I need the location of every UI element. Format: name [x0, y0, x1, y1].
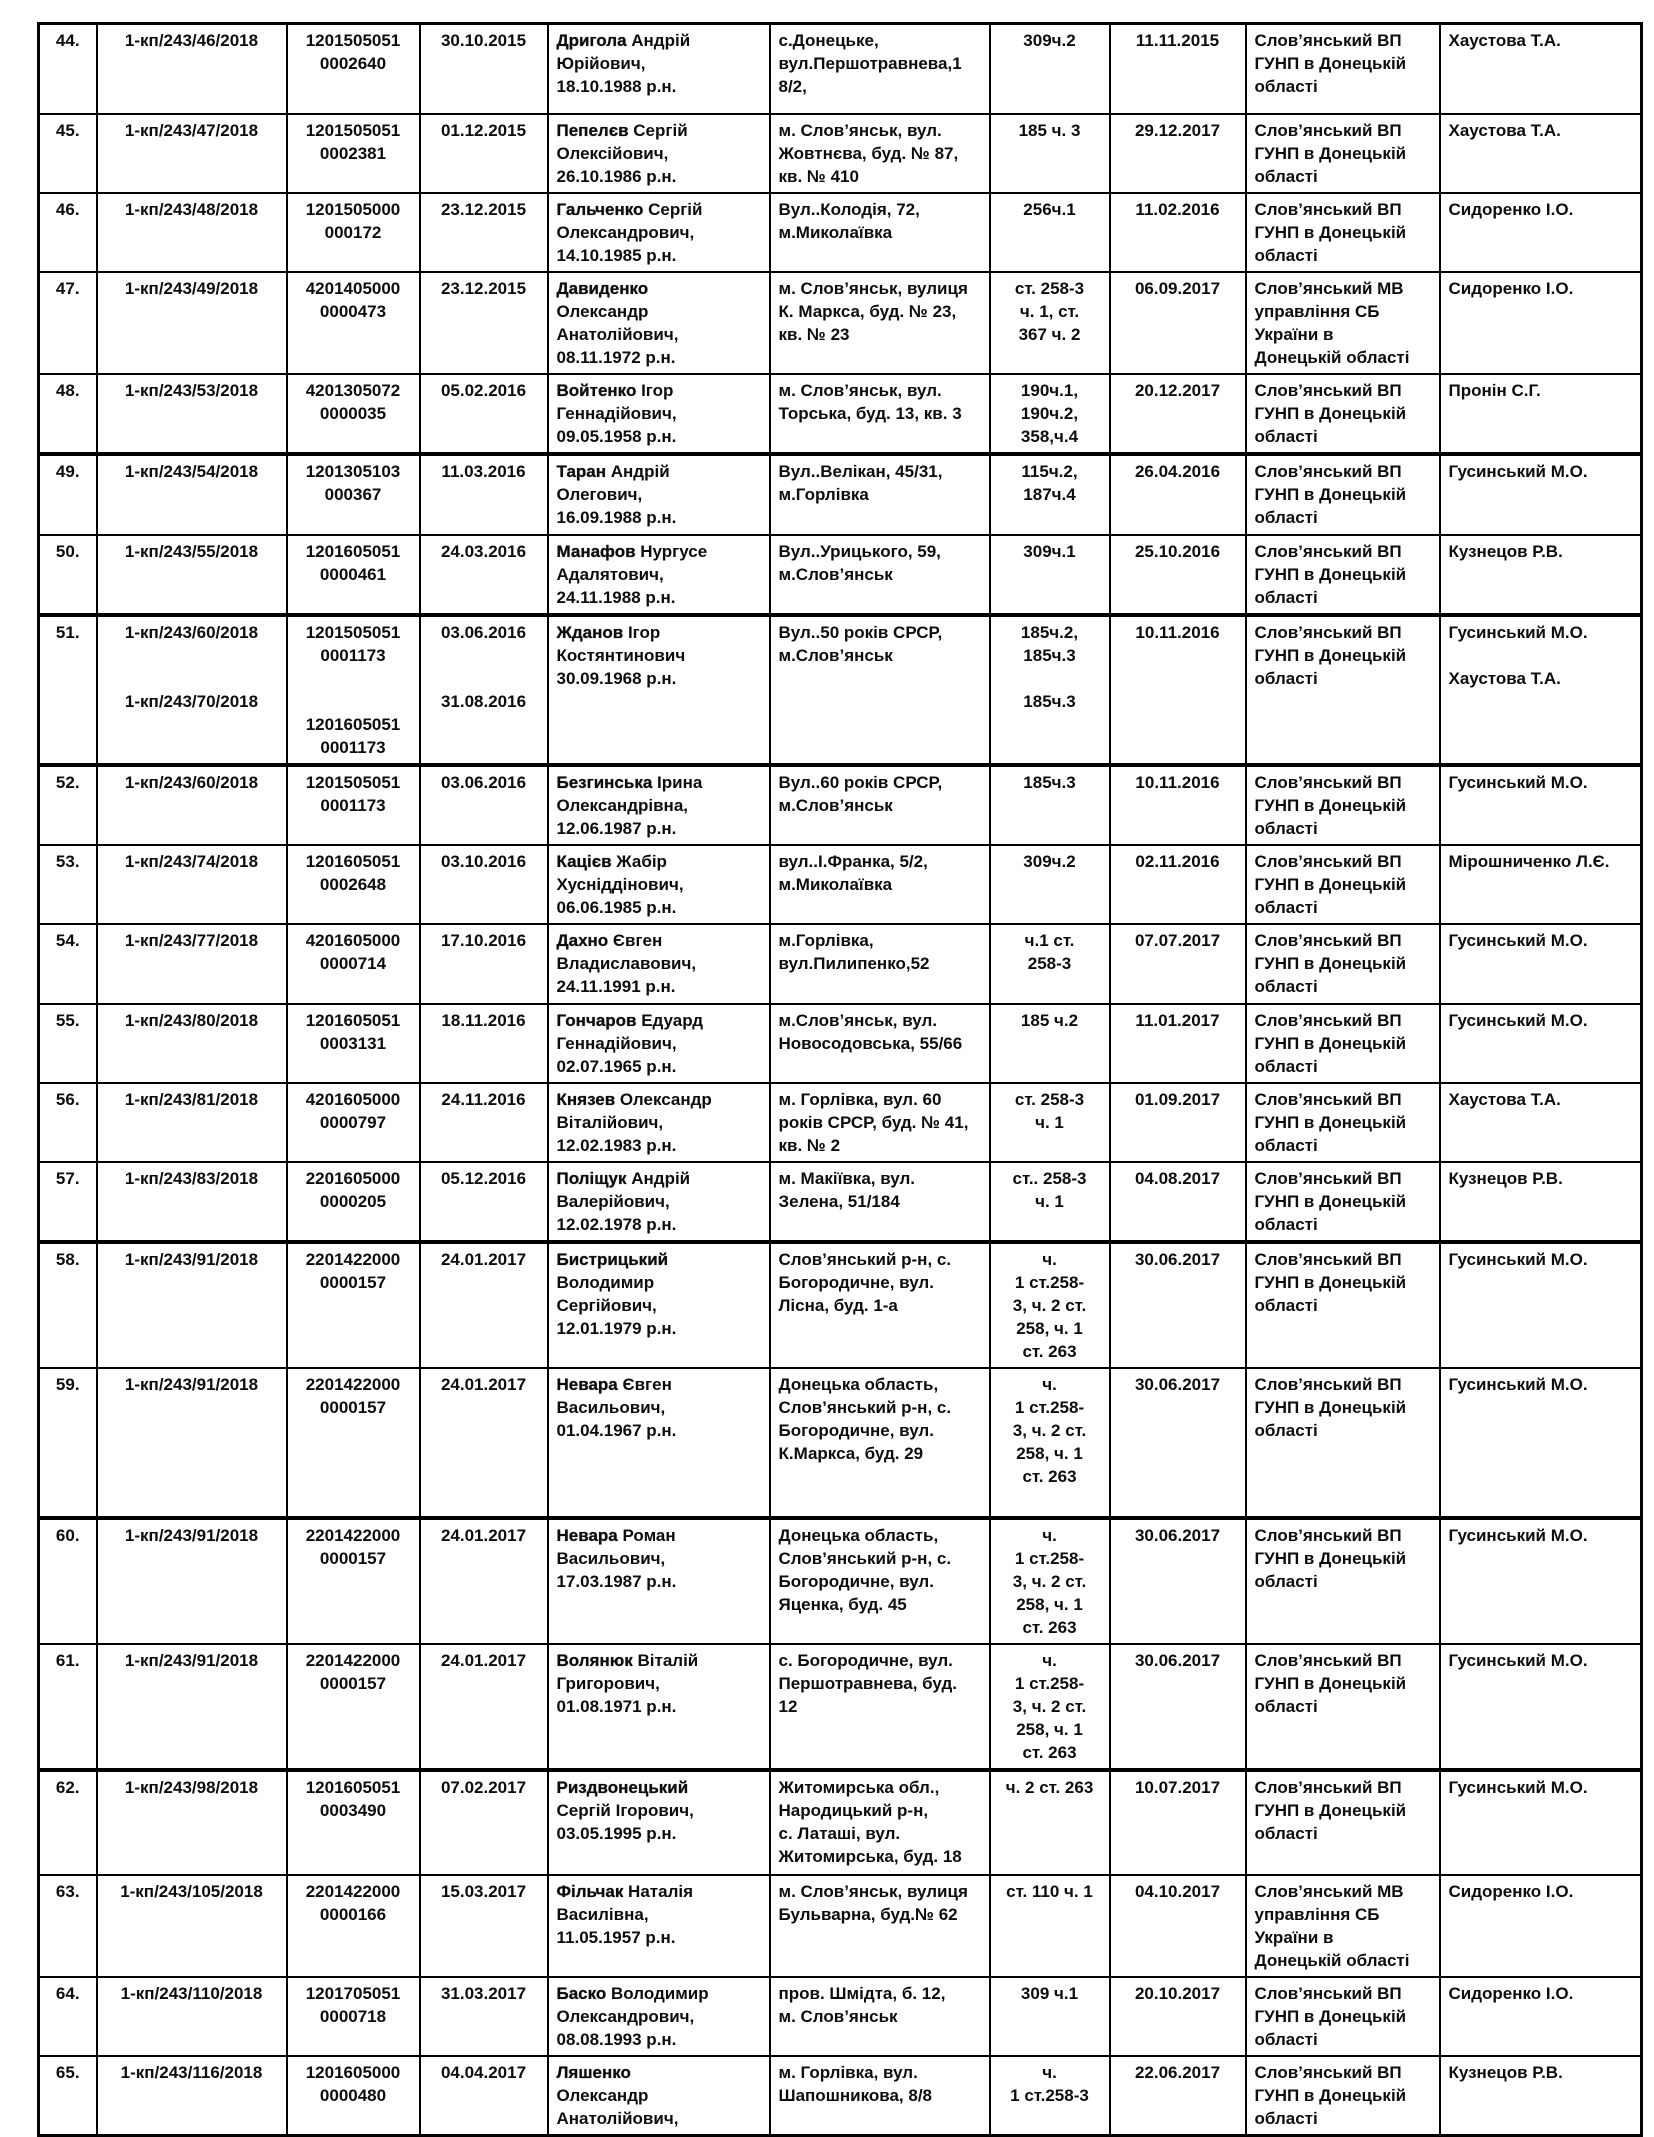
person-surname: Невара: [556, 1525, 618, 1545]
cell-authority: Слов’янський ВП ГУНП в Донецькій області: [1246, 845, 1440, 924]
cell-judge: Кузнецов Р.В.: [1440, 535, 1642, 615]
cell-authority: Слов’янський ВП ГУНП в Донецькій області: [1246, 535, 1440, 615]
cell-case-number: 1-кп/243/46/2018: [97, 24, 287, 114]
cell-case-number: 1-кп/243/110/2018: [97, 1977, 287, 2056]
cell-date-opened: 23.12.2015: [420, 193, 548, 272]
table-row: [39, 454, 1642, 535]
cell-authority: Слов’янський ВП ГУНП в Донецькій області: [1246, 1770, 1440, 1875]
cell-judge: Гусинський М.О.: [1440, 1518, 1642, 1644]
court-cases-table-body: [39, 24, 1642, 2136]
person-surname: Дригола: [556, 31, 627, 50]
cell-judge: Гусинський М.О.: [1440, 1644, 1642, 1770]
cell-article: ст. 258-3 ч. 1, ст. 367 ч. 2: [990, 272, 1110, 374]
cell-number: 51.: [39, 615, 97, 765]
cell-case-number: 1-кп/243/60/2018 1-кп/243/70/2018: [97, 615, 287, 765]
cell-number: 45.: [39, 114, 97, 193]
table-row: [39, 1644, 1642, 1770]
cell-address: м.Слов’янськ, вул. Новосодовська, 55/66: [770, 1004, 990, 1083]
cell-authority: Слов’янський ВП ГУНП в Донецькій області: [1246, 374, 1440, 454]
cell-date-decided: 30.06.2017: [1110, 1368, 1246, 1518]
cell-case-number: 1-кп/243/83/2018: [97, 1162, 287, 1242]
cell-reg-number: 1201605051 0003490: [287, 1770, 420, 1875]
cell-authority: Слов’янський ВП ГУНП в Донецькій області: [1246, 615, 1440, 765]
cell-date-decided: 25.10.2016: [1110, 535, 1246, 615]
cell-authority: Слов’янський ВП ГУНП в Донецькій області: [1246, 2056, 1440, 2136]
cell-person-name: Давиденко Олександр Анатолійович, 08.11.1972 р.н.: [548, 272, 770, 374]
cell-case-number: 1-кп/243/53/2018: [97, 374, 287, 454]
cell-case-number: 1-кп/243/81/2018: [97, 1083, 287, 1162]
cell-person-name: Кацієв Жабір Хусніддінович, 06.06.1985 р.н.: [548, 845, 770, 924]
cell-date-decided: 30.06.2017: [1110, 1242, 1246, 1368]
cell-date-opened: 24.01.2017: [420, 1242, 548, 1368]
cell-address: м. Слов’янськ, вулиця К. Маркса, буд. № 23, кв. № 23: [770, 272, 990, 374]
cell-judge: Гусинський М.О.: [1440, 1004, 1642, 1083]
table-row: [39, 1083, 1642, 1162]
cell-address: Вул..Велікан, 45/31, м.Горлівка: [770, 454, 990, 535]
cell-reg-number: 1201505051 0001173 1201605051 0001173: [287, 615, 420, 765]
person-surname: Безгинська: [556, 772, 653, 792]
cell-case-number: 1-кп/243/49/2018: [97, 272, 287, 374]
cell-address: Вул..Урицького, 59, м.Слов’янськ: [770, 535, 990, 615]
cell-number: 50.: [39, 535, 97, 615]
cell-article: 185ч.2, 185ч.3 185ч.3: [990, 615, 1110, 765]
cell-reg-number: 2201422000 0000166: [287, 1875, 420, 1977]
cell-person-name: Фільчак Наталія Василівна, 11.05.1957 р.н.: [548, 1875, 770, 1977]
person-surname: Таран: [556, 461, 607, 481]
person-surname: Ляшенко: [556, 2062, 631, 2082]
cell-address: Житомирська обл., Народицький р-н, с. Латаші, вул. Житомирська, буд. 18: [770, 1770, 990, 1875]
cell-case-number: 1-кп/243/105/2018: [97, 1875, 287, 1977]
cell-number: 54.: [39, 924, 97, 1004]
cell-article: ч. 1 ст.258- 3, ч. 2 ст. 258, ч. 1 ст. 263: [990, 1368, 1110, 1518]
cell-article: ст.. 258-3 ч. 1: [990, 1162, 1110, 1242]
cell-person-name: Гальченко Сергій Олександрович, 14.10.1985 р.н.: [548, 193, 770, 272]
cell-person-name: Бистрицький Володимир Сергійович, 12.01.1979 р.н.: [548, 1242, 770, 1368]
cell-reg-number: 1201505051 0001173: [287, 765, 420, 845]
cell-case-number: 1-кп/243/54/2018: [97, 454, 287, 535]
cell-address: м. Макіївка, вул. Зелена, 51/184: [770, 1162, 990, 1242]
cell-reg-number: 2201422000 0000157: [287, 1242, 420, 1368]
cell-judge: Сидоренко І.О.: [1440, 1977, 1642, 2056]
person-surname: Баско: [556, 1983, 607, 2003]
cell-reg-number: 1201605051 0000461: [287, 535, 420, 615]
cell-authority: Слов’янський ВП ГУНП в Донецькій області: [1246, 24, 1440, 114]
cell-date-opened: 05.02.2016: [420, 374, 548, 454]
cell-judge: Кузнецов Р.В.: [1440, 1162, 1642, 1242]
cell-article: 309 ч.1: [990, 1977, 1110, 2056]
cell-date-opened: 05.12.2016: [420, 1162, 548, 1242]
cell-address: Вул..Колодія, 72, м.Миколаївка: [770, 193, 990, 272]
cell-address: Вул..60 років СРСР, м.Слов’янськ: [770, 765, 990, 845]
cell-reg-number: 1201505051 0002381: [287, 114, 420, 193]
cell-authority: Слов’янський ВП ГУНП в Донецькій області: [1246, 1518, 1440, 1644]
cell-reg-number: 4201405000 0000473: [287, 272, 420, 374]
table-row: [39, 1162, 1642, 1242]
cell-article: 190ч.1, 190ч.2, 358,ч.4: [990, 374, 1110, 454]
cell-address: м. Горлівка, вул. 60 років СРСР, буд. № 41, кв. № 2: [770, 1083, 990, 1162]
cell-date-decided: 01.09.2017: [1110, 1083, 1246, 1162]
cell-judge: Кузнецов Р.В.: [1440, 2056, 1642, 2136]
cell-date-decided: 10.07.2017: [1110, 1770, 1246, 1875]
cell-date-opened: 24.01.2017: [420, 1518, 548, 1644]
table-row: [39, 24, 1642, 114]
cell-address: м.Горлівка, вул.Пилипенко,52: [770, 924, 990, 1004]
cell-person-name: Невара Роман Васильович, 17.03.1987 р.н.: [548, 1518, 770, 1644]
cell-number: 60.: [39, 1518, 97, 1644]
cell-case-number: 1-кп/243/98/2018: [97, 1770, 287, 1875]
cell-person-name: Поліщук Андрій Валерійович, 12.02.1978 р.н.: [548, 1162, 770, 1242]
cell-person-name: Жданов Ігор Костянтинович 30.09.1968 р.н.: [548, 615, 770, 765]
cell-article: ч. 1 ст.258- 3, ч. 2 ст. 258, ч. 1 ст. 263: [990, 1242, 1110, 1368]
table-row: [39, 1770, 1642, 1875]
cell-date-decided: 22.06.2017: [1110, 2056, 1246, 2136]
cell-reg-number: 4201305072 0000035: [287, 374, 420, 454]
cell-date-opened: 03.06.2016 31.08.2016: [420, 615, 548, 765]
cell-authority: Слов’янський ВП ГУНП в Донецькій області: [1246, 1644, 1440, 1770]
table-row: [39, 1004, 1642, 1083]
cell-article: ч. 1 ст.258- 3, ч. 2 ст. 258, ч. 1 ст. 263: [990, 1518, 1110, 1644]
cell-number: 55.: [39, 1004, 97, 1083]
cell-date-opened: 15.03.2017: [420, 1875, 548, 1977]
cell-authority: Слов’янський ВП ГУНП в Донецькій області: [1246, 765, 1440, 845]
cell-number: 53.: [39, 845, 97, 924]
cell-reg-number: 1201605051 0003131: [287, 1004, 420, 1083]
cell-authority: Слов’янський ВП ГУНП в Донецькій області: [1246, 924, 1440, 1004]
cell-date-opened: 03.10.2016: [420, 845, 548, 924]
cell-judge: Гусинський М.О.: [1440, 1770, 1642, 1875]
table-row: [39, 924, 1642, 1004]
cell-number: 65.: [39, 2056, 97, 2136]
cell-reg-number: 4201605000 0000797: [287, 1083, 420, 1162]
cell-address: Вул..50 років СРСР, м.Слов’янськ: [770, 615, 990, 765]
cell-person-name: Манафов Нургусе Адалятович, 24.11.1988 р.н.: [548, 535, 770, 615]
cell-reg-number: 1201605000 0000480: [287, 2056, 420, 2136]
cell-article: ч.1 ст. 258-3: [990, 924, 1110, 1004]
person-surname: Дахно: [556, 930, 609, 950]
cell-date-opened: 24.03.2016: [420, 535, 548, 615]
cell-person-name: Дахно Євген Владиславович, 24.11.1991 р.н.: [548, 924, 770, 1004]
cell-authority: Слов’янський ВП ГУНП в Донецькій області: [1246, 1242, 1440, 1368]
person-surname: Поліщук: [556, 1168, 627, 1188]
cell-article: 309ч.2: [990, 845, 1110, 924]
table-row: [39, 114, 1642, 193]
cell-date-decided: 04.10.2017: [1110, 1875, 1246, 1977]
cell-person-name: Пепелєв Сергій Олексійович, 26.10.1986 р.н.: [548, 114, 770, 193]
cell-person-name: Невара Євген Васильович, 01.04.1967 р.н.: [548, 1368, 770, 1518]
cell-article: ст. 110 ч. 1: [990, 1875, 1110, 1977]
cell-article: 309ч.1: [990, 535, 1110, 615]
cell-person-name: Гончаров Едуард Геннадійович, 02.07.1965 р.н.: [548, 1004, 770, 1083]
cell-date-decided: 26.04.2016: [1110, 454, 1246, 535]
cell-person-name: Волянюк Віталій Григорович, 01.08.1971 р.н.: [548, 1644, 770, 1770]
cell-date-opened: 24.01.2017: [420, 1644, 548, 1770]
table-row: [39, 2056, 1642, 2136]
table-row: [39, 1875, 1642, 1977]
court-cases-table: [37, 22, 1643, 2137]
cell-date-decided: 29.12.2017: [1110, 114, 1246, 193]
cell-number: 57.: [39, 1162, 97, 1242]
table-row: [39, 535, 1642, 615]
cell-number: 64.: [39, 1977, 97, 2056]
cell-address: м. Горлівка, вул. Шапошникова, 8/8: [770, 2056, 990, 2136]
cell-judge: Пронін С.Г.: [1440, 374, 1642, 454]
cell-reg-number: 2201605000 0000205: [287, 1162, 420, 1242]
cell-judge: Сидоренко І.О.: [1440, 272, 1642, 374]
table-row: [39, 272, 1642, 374]
person-surname: Давиденко: [556, 278, 649, 298]
cell-number: 46.: [39, 193, 97, 272]
person-surname: Манафов: [556, 541, 636, 561]
cell-date-decided: 07.07.2017: [1110, 924, 1246, 1004]
cell-number: 61.: [39, 1644, 97, 1770]
cell-judge: Гусинський М.О.: [1440, 454, 1642, 535]
cell-person-name: Ляшенко Олександр Анатолійович,: [548, 2056, 770, 2136]
cell-article: 185 ч.2: [990, 1004, 1110, 1083]
cell-person-name: Риздвонецький Сергій Ігорович, 03.05.1995 р.н.: [548, 1770, 770, 1875]
cell-judge: Гусинський М.О. Хаустова Т.А.: [1440, 615, 1642, 765]
cell-address: м. Слов’янськ, вулиця Бульварна, буд.№ 62: [770, 1875, 990, 1977]
cell-case-number: 1-кп/243/116/2018: [97, 2056, 287, 2136]
table-row: [39, 374, 1642, 454]
cell-reg-number: 4201605000 0000714: [287, 924, 420, 1004]
cell-date-opened: 11.03.2016: [420, 454, 548, 535]
cell-number: 52.: [39, 765, 97, 845]
cell-date-opened: 07.02.2017: [420, 1770, 548, 1875]
table-row: [39, 193, 1642, 272]
cell-judge: Мірошниченко Л.Є.: [1440, 845, 1642, 924]
cell-number: 62.: [39, 1770, 97, 1875]
cell-date-decided: 30.06.2017: [1110, 1644, 1246, 1770]
cell-number: 59.: [39, 1368, 97, 1518]
cell-date-decided: 02.11.2016: [1110, 845, 1246, 924]
cell-address: с.Донецьке, вул.Першотравнева,1 8/2,: [770, 24, 990, 114]
cell-article: ч. 1 ст.258-3: [990, 2056, 1110, 2136]
cell-address: м. Слов’янськ, вул. Жовтнєва, буд. № 87, кв. № 410: [770, 114, 990, 193]
cell-number: 44.: [39, 24, 97, 114]
cell-number: 49.: [39, 454, 97, 535]
cell-authority: Слов’янський ВП ГУНП в Донецькій області: [1246, 1004, 1440, 1083]
cell-date-decided: 04.08.2017: [1110, 1162, 1246, 1242]
cell-date-opened: 04.04.2017: [420, 2056, 548, 2136]
cell-article: ч. 1 ст.258- 3, ч. 2 ст. 258, ч. 1 ст. 263: [990, 1644, 1110, 1770]
cell-address: с. Богородичне, вул. Першотравнева, буд. 12: [770, 1644, 990, 1770]
cell-case-number: 1-кп/243/47/2018: [97, 114, 287, 193]
cell-judge: Гусинський М.О.: [1440, 1368, 1642, 1518]
cell-authority: Слов’янський ВП ГУНП в Донецькій області: [1246, 1162, 1440, 1242]
cell-date-opened: 23.12.2015: [420, 272, 548, 374]
cell-number: 58.: [39, 1242, 97, 1368]
cell-case-number: 1-кп/243/60/2018: [97, 765, 287, 845]
cell-reg-number: 1201705051 0000718: [287, 1977, 420, 2056]
person-surname: Гальченко: [556, 199, 644, 219]
cell-authority: Слов’янський МВ управління СБ України в Донецькій області: [1246, 1875, 1440, 1977]
cell-authority: Слов’янський ВП ГУНП в Донецькій області: [1246, 1977, 1440, 2056]
table-row: [39, 1368, 1642, 1518]
person-surname: Риздвонецький: [556, 1777, 689, 1797]
table-row: [39, 845, 1642, 924]
table-row: [39, 615, 1642, 765]
cell-date-decided: 06.09.2017: [1110, 272, 1246, 374]
cell-judge: Хаустова Т.А.: [1440, 1083, 1642, 1162]
cell-date-decided: 20.12.2017: [1110, 374, 1246, 454]
cell-article: 309ч.2: [990, 24, 1110, 114]
cell-date-opened: 17.10.2016: [420, 924, 548, 1004]
cell-reg-number: 2201422000 0000157: [287, 1518, 420, 1644]
cell-date-opened: 24.01.2017: [420, 1368, 548, 1518]
cell-address: м. Слов’янськ, вул. Торська, буд. 13, кв. 3: [770, 374, 990, 454]
cell-case-number: 1-кп/243/91/2018: [97, 1518, 287, 1644]
cell-article: 185 ч. 3: [990, 114, 1110, 193]
cell-number: 47.: [39, 272, 97, 374]
cell-reg-number: 1201505000 000172: [287, 193, 420, 272]
cell-article: ч. 2 ст. 263: [990, 1770, 1110, 1875]
cell-reg-number: 1201305103 000367: [287, 454, 420, 535]
cell-number: 63.: [39, 1875, 97, 1977]
person-surname: Фільчак: [556, 1881, 624, 1901]
cell-judge: Хаустова Т.А.: [1440, 114, 1642, 193]
cell-date-opened: 03.06.2016: [420, 765, 548, 845]
cell-judge: Гусинський М.О.: [1440, 1242, 1642, 1368]
cell-date-opened: 31.03.2017: [420, 1977, 548, 2056]
cell-authority: Слов’янський ВП ГУНП в Донецькій області: [1246, 1368, 1440, 1518]
cell-case-number: 1-кп/243/80/2018: [97, 1004, 287, 1083]
cell-person-name: Дригола Андрій Юрійович, 18.10.1988 р.н.: [548, 24, 770, 114]
cell-person-name: Таран Андрій Олегович, 16.09.1988 р.н.: [548, 454, 770, 535]
person-surname: Войтенко: [556, 380, 637, 400]
person-surname: Волянюк: [556, 1650, 633, 1670]
cell-address: Слов’янський р-н, с. Богородичне, вул. Лісна, буд. 1-а: [770, 1242, 990, 1368]
cell-reg-number: 1201605051 0002648: [287, 845, 420, 924]
cell-judge: Гусинський М.О.: [1440, 924, 1642, 1004]
cell-judge: Сидоренко І.О.: [1440, 193, 1642, 272]
cell-date-decided: 10.11.2016: [1110, 615, 1246, 765]
cell-date-decided: 20.10.2017: [1110, 1977, 1246, 2056]
cell-reg-number: 2201422000 0000157: [287, 1644, 420, 1770]
cell-case-number: 1-кп/243/48/2018: [97, 193, 287, 272]
cell-authority: Слов’янський ВП ГУНП в Донецькій області: [1246, 1083, 1440, 1162]
cell-address: вул..І.Франка, 5/2, м.Миколаївка: [770, 845, 990, 924]
cell-case-number: 1-кп/243/91/2018: [97, 1644, 287, 1770]
person-surname: Жданов: [556, 622, 624, 642]
cell-person-name: Баско Володимир Олександрович, 08.08.1993 р.н.: [548, 1977, 770, 2056]
cell-address: Донецька область, Слов’янський р-н, с. Богородичне, вул. Яценка, буд. 45: [770, 1518, 990, 1644]
cell-date-decided: 11.11.2015: [1110, 24, 1246, 114]
cell-date-opened: 01.12.2015: [420, 114, 548, 193]
cell-case-number: 1-кп/243/91/2018: [97, 1242, 287, 1368]
cell-number: 56.: [39, 1083, 97, 1162]
cell-date-decided: 11.01.2017: [1110, 1004, 1246, 1083]
person-surname: Князев: [556, 1089, 616, 1109]
cell-judge: Сидоренко І.О.: [1440, 1875, 1642, 1977]
cell-number: 48.: [39, 374, 97, 454]
cell-authority: Слов’янський МВ управління СБ України в Донецькій області: [1246, 272, 1440, 374]
cell-address: пров. Шмідта, б. 12, м. Слов’янськ: [770, 1977, 990, 2056]
cell-case-number: 1-кп/243/91/2018: [97, 1368, 287, 1518]
cell-judge: Гусинський М.О.: [1440, 765, 1642, 845]
table-row: [39, 1518, 1642, 1644]
cell-date-decided: 11.02.2016: [1110, 193, 1246, 272]
table-row: [39, 1977, 1642, 2056]
person-surname: Бистрицький: [556, 1249, 669, 1269]
cell-date-decided: 30.06.2017: [1110, 1518, 1246, 1644]
cell-date-opened: 30.10.2015: [420, 24, 548, 114]
cell-person-name: Князев Олександр Віталійович, 12.02.1983 р.н.: [548, 1083, 770, 1162]
cell-judge: Хаустова Т.А.: [1440, 24, 1642, 114]
table-row: [39, 765, 1642, 845]
cell-case-number: 1-кп/243/77/2018: [97, 924, 287, 1004]
cell-authority: Слов’янський ВП ГУНП в Донецькій області: [1246, 454, 1440, 535]
cell-article: 185ч.3: [990, 765, 1110, 845]
cell-article: ст. 258-3 ч. 1: [990, 1083, 1110, 1162]
cell-case-number: 1-кп/243/55/2018: [97, 535, 287, 615]
person-surname: Гончаров: [556, 1010, 637, 1030]
cell-article: 256ч.1: [990, 193, 1110, 272]
person-surname: Невара: [556, 1374, 618, 1394]
cell-date-decided: 10.11.2016: [1110, 765, 1246, 845]
cell-case-number: 1-кп/243/74/2018: [97, 845, 287, 924]
cell-address: Донецька область, Слов’янський р-н, с. Богородичне, вул. К.Маркса, буд. 29: [770, 1368, 990, 1518]
cell-article: 115ч.2, 187ч.4: [990, 454, 1110, 535]
cell-reg-number: 1201505051 0002640: [287, 24, 420, 114]
table-row: [39, 1242, 1642, 1368]
cell-date-opened: 24.11.2016: [420, 1083, 548, 1162]
cell-reg-number: 2201422000 0000157: [287, 1368, 420, 1518]
person-surname: Пепелєв: [556, 120, 629, 140]
cell-authority: Слов’янський ВП ГУНП в Донецькій області: [1246, 114, 1440, 193]
cell-person-name: Безгинська Ірина Олександрівна, 12.06.1987 р.н.: [548, 765, 770, 845]
cell-date-opened: 18.11.2016: [420, 1004, 548, 1083]
cell-authority: Слов’янський ВП ГУНП в Донецькій області: [1246, 193, 1440, 272]
cell-person-name: Войтенко Ігор Геннадійович, 09.05.1958 р.н.: [548, 374, 770, 454]
person-surname: Кацієв: [556, 851, 612, 871]
